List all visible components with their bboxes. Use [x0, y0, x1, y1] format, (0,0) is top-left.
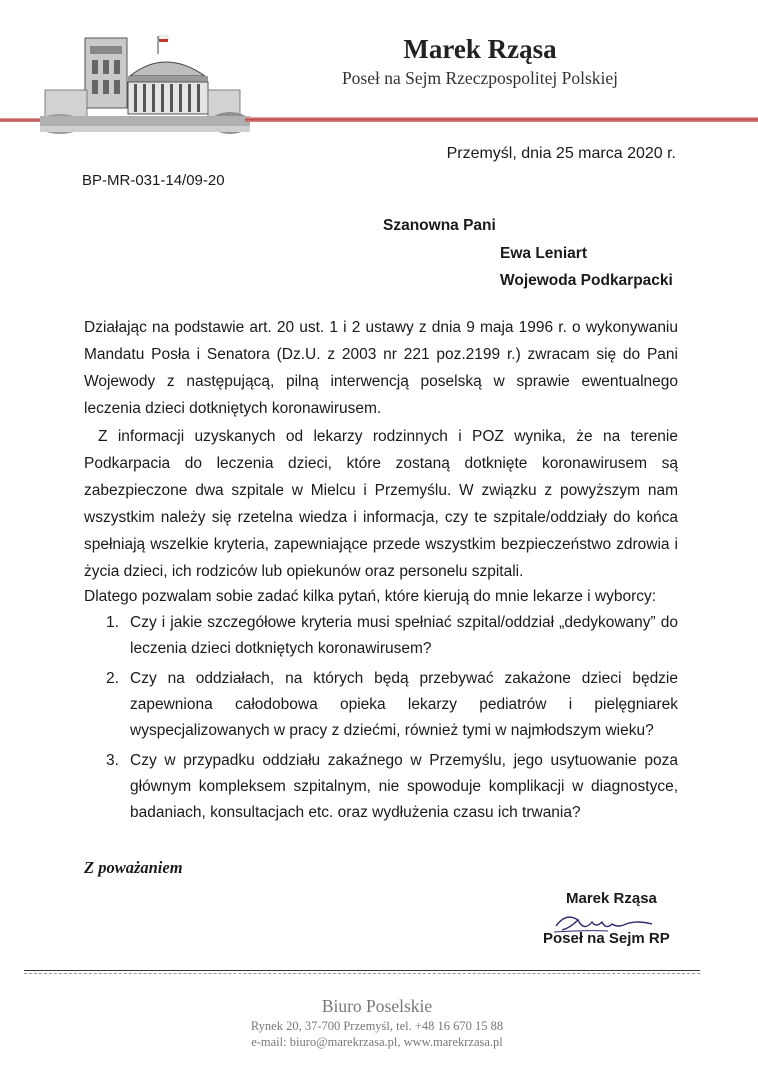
question-text: Czy i jakie szczegółowe kryteria musi spełniać szpital/oddział „dedykowany” do leczenia dzieci dotkniętych koronawirusem? — [130, 614, 678, 657]
footer-address: Rynek 20, 37-700 Przemyśl, tel. +48 16 670 15 88 — [250, 1019, 504, 1033]
question-item — [84, 748, 678, 852]
footer-divider — [24, 970, 700, 971]
question-item — [84, 666, 678, 744]
header-divider — [245, 117, 758, 122]
letter-date: Przemyśl, dnia 25 marca 2020 r. — [446, 145, 676, 162]
reference-number: BP-MR-031-14/09-20 — [82, 172, 225, 189]
recipient-name: Ewa Leniart — [500, 245, 587, 262]
body-paragraph: Z informacji uzyskanych od lekarzy rodzinnych i POZ wynika, że na terenie Podkarpacia do leczenia dzieci, które zostaną dotknięte koronawirusem są zabezpieczone dwa szpitale w Mielcu i Przemyślu. W związku z powyższym nam wszystkim należy się rzetelna wiedza i informacja, czy te szpitale/oddziały do końca spełniają wszelkie kryteria, zapewniające przede wszystkim bezpieczeństwo zdrowia i życia dzieci, ich rodziców lub opiekunów oraz personelu szpitali. — [84, 428, 678, 580]
sejm-building-icon — [40, 28, 250, 138]
header-divider-left — [0, 118, 40, 122]
question-item — [84, 610, 678, 662]
footer-divider-dashed — [24, 973, 700, 974]
recipient-title: Wojewoda Podkarpacki — [500, 272, 673, 289]
signatory-title: Poseł na Sejm RP — [543, 930, 670, 947]
question-number: 1. — [106, 614, 119, 631]
question-text: Czy w przypadku oddziału zakaźnego w Przemyślu, jego usytuowanie poza głównym kompleksem szpitalnym, nie spowoduje komplikacji w diagnostyce, badaniach, konsultacjach etc. oraz wydłużenia czasu ich trwania? — [130, 752, 678, 821]
signatory-name: Marek Rząsa — [566, 890, 657, 907]
header-name: Marek Rząsa — [403, 34, 557, 64]
footer-contact: e-mail: biuro@marekrzasa.pl, www.marekrzasa.pl — [251, 1035, 503, 1049]
questions-intro: Dlatego pozwalam sobie zadać kilka pytań, które kierują do mnie lekarze i wyborcy: — [84, 588, 657, 605]
question-text: Czy na oddziałach, na których będą przebywać zakażone dzieci będzie zapewniona całodobowa opieka lekarzy pediatrów i pielęgniarek wyspecjalizowanych w pracy z dziećmi, również tymi w najmłodszym wieku? — [130, 670, 678, 739]
question-number: 3. — [106, 752, 119, 769]
footer-title: Biuro Poselskie — [321, 996, 433, 1016]
body-paragraph: Działając na podstawie art. 20 ust. 1 i 2 ustawy z dnia 9 maja 1996 r. o wykonywaniu Mandatu Posła i Senatora (Dz.U. z 2003 nr 221 poz.2199 r.) zwracam się do Pani Wojewody z następującą, pilną interwencją poselską w sprawie ewentualnego leczenia dzieci dotkniętych koronawirusem. — [84, 319, 678, 417]
recipient-salutation: Szanowna Pani — [383, 217, 496, 234]
question-number: 2. — [106, 670, 119, 687]
closing-phrase: Z poważaniem — [84, 858, 183, 877]
header-subtitle: Poseł na Sejm Rzeczpospolitej Polskiej — [341, 68, 619, 88]
